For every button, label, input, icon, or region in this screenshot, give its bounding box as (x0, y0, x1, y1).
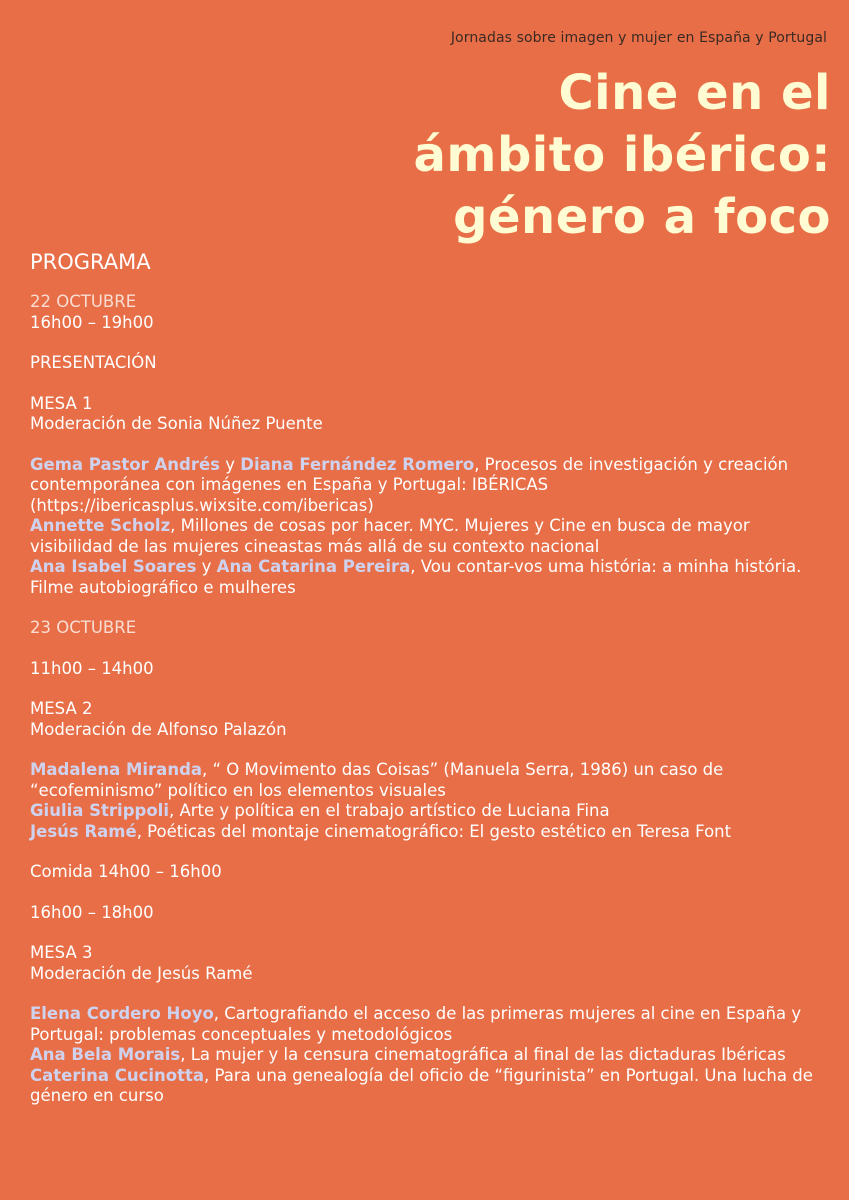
speaker-name: Ana Bela Morais (30, 1045, 181, 1064)
talk-title: , La mujer y la censura cinematográfica al final de las dictaduras Ibéricas (180, 1045, 786, 1064)
speaker-name: Madalena Miranda (30, 760, 203, 779)
mesa3-talk-3 (30, 1066, 820, 1107)
mesa2-talk-1 (30, 760, 820, 801)
talk-title: , Arte y política en el trabajo artístico de Luciana Fina (168, 801, 610, 820)
day2-time-2: 16h00 – 18h00 (30, 902, 154, 922)
talk-title: , Vou contar-vos uma história: a minha história. Filme autobiográfico e mulheres (30, 557, 802, 597)
presentacion-label: PRESENTACIÓN (30, 353, 157, 372)
speaker-name: Ana Isabel Soares (30, 557, 197, 576)
speaker-name: Annette Scholz (30, 516, 171, 535)
talk-title: , Cartografiando el acceso de las primeras mujeres al cine en España y Portugal: problemas conceptuales y metodológicos (30, 1004, 802, 1044)
programa-heading: PROGRAMA (30, 250, 151, 274)
mesa2-moderacion: Moderación de Alfonso Palazón (30, 719, 287, 739)
talk-title: , Para una genealogía del oficio de “figurinista” en Portugal. Una lucha de género en curso (30, 1065, 813, 1105)
mesa1-moderacion: Moderación de Sonia Núñez Puente (30, 414, 323, 433)
mesa2-talk-2 (30, 801, 820, 822)
programa-section (30, 248, 820, 1107)
speaker-name: Ana Catarina Pereira (216, 557, 411, 576)
mesa2-talk-3 (30, 822, 820, 843)
mesa1-talk-2 (30, 516, 820, 557)
mesa3-title: MESA 3 (30, 943, 93, 962)
mesa3-moderacion: Moderación de Jesús Ramé (30, 963, 253, 983)
speaker-name: Caterina Cucinotta (30, 1065, 205, 1085)
speaker-name: Jesús Ramé (30, 821, 137, 841)
talk-title: , Procesos de investigación y creación contemporánea con imágenes en España y Portugal: IBÉRICAS (https://ibericasplus.wixsite.com/ibericas) (30, 454, 789, 515)
event-subtitle: Jornadas sobre imagen y mujer en España y Portugal (450, 30, 827, 46)
speaker-name: Diana Fernández Romero (240, 454, 475, 474)
mesa2-title: MESA 2 (30, 699, 93, 718)
comida-break: Comida 14h00 – 16h00 (30, 862, 222, 881)
speaker-name: Gema Pastor Andrés (30, 454, 220, 474)
mesa1-talk-1 (30, 455, 820, 517)
day1-time: 16h00 – 19h00 (30, 312, 154, 332)
day1-date: 22 OCTUBRE (30, 292, 137, 311)
poster-title (414, 62, 831, 248)
mesa1-talk-3 (30, 557, 820, 598)
speaker-name: Elena Cordero Hoyo (30, 1004, 214, 1023)
mesa3-talk-1 (30, 1004, 820, 1045)
talk-title: , “ O Movimento das Coisas” (Manuela Serra, 1986) un caso de “ecofeminismo” político en los elementos visuales (30, 760, 724, 800)
talk-title: , Millones de cosas por hacer. MYC. Mujeres y Cine en busca de mayor visibilidad de las mujeres cineastas más allá de su contexto nacional (30, 516, 750, 556)
day2-date: 23 OCTUBRE (30, 618, 137, 637)
day2-time-1: 11h00 – 14h00 (30, 658, 154, 678)
speaker-joiner: y (196, 557, 217, 576)
title-line-1: Cine en el (558, 65, 831, 121)
mesa1-title: MESA 1 (30, 393, 93, 413)
title-line-2: ámbito ibérico: (413, 127, 831, 183)
title-line-3: género a foco (453, 189, 831, 245)
talk-title: , Poéticas del montaje cinematográfico: El gesto estético en Teresa Font (136, 821, 732, 841)
mesa3-talk-2 (30, 1045, 820, 1066)
speaker-joiner: y (220, 454, 241, 474)
speaker-name: Giulia Strippoli (30, 801, 169, 820)
